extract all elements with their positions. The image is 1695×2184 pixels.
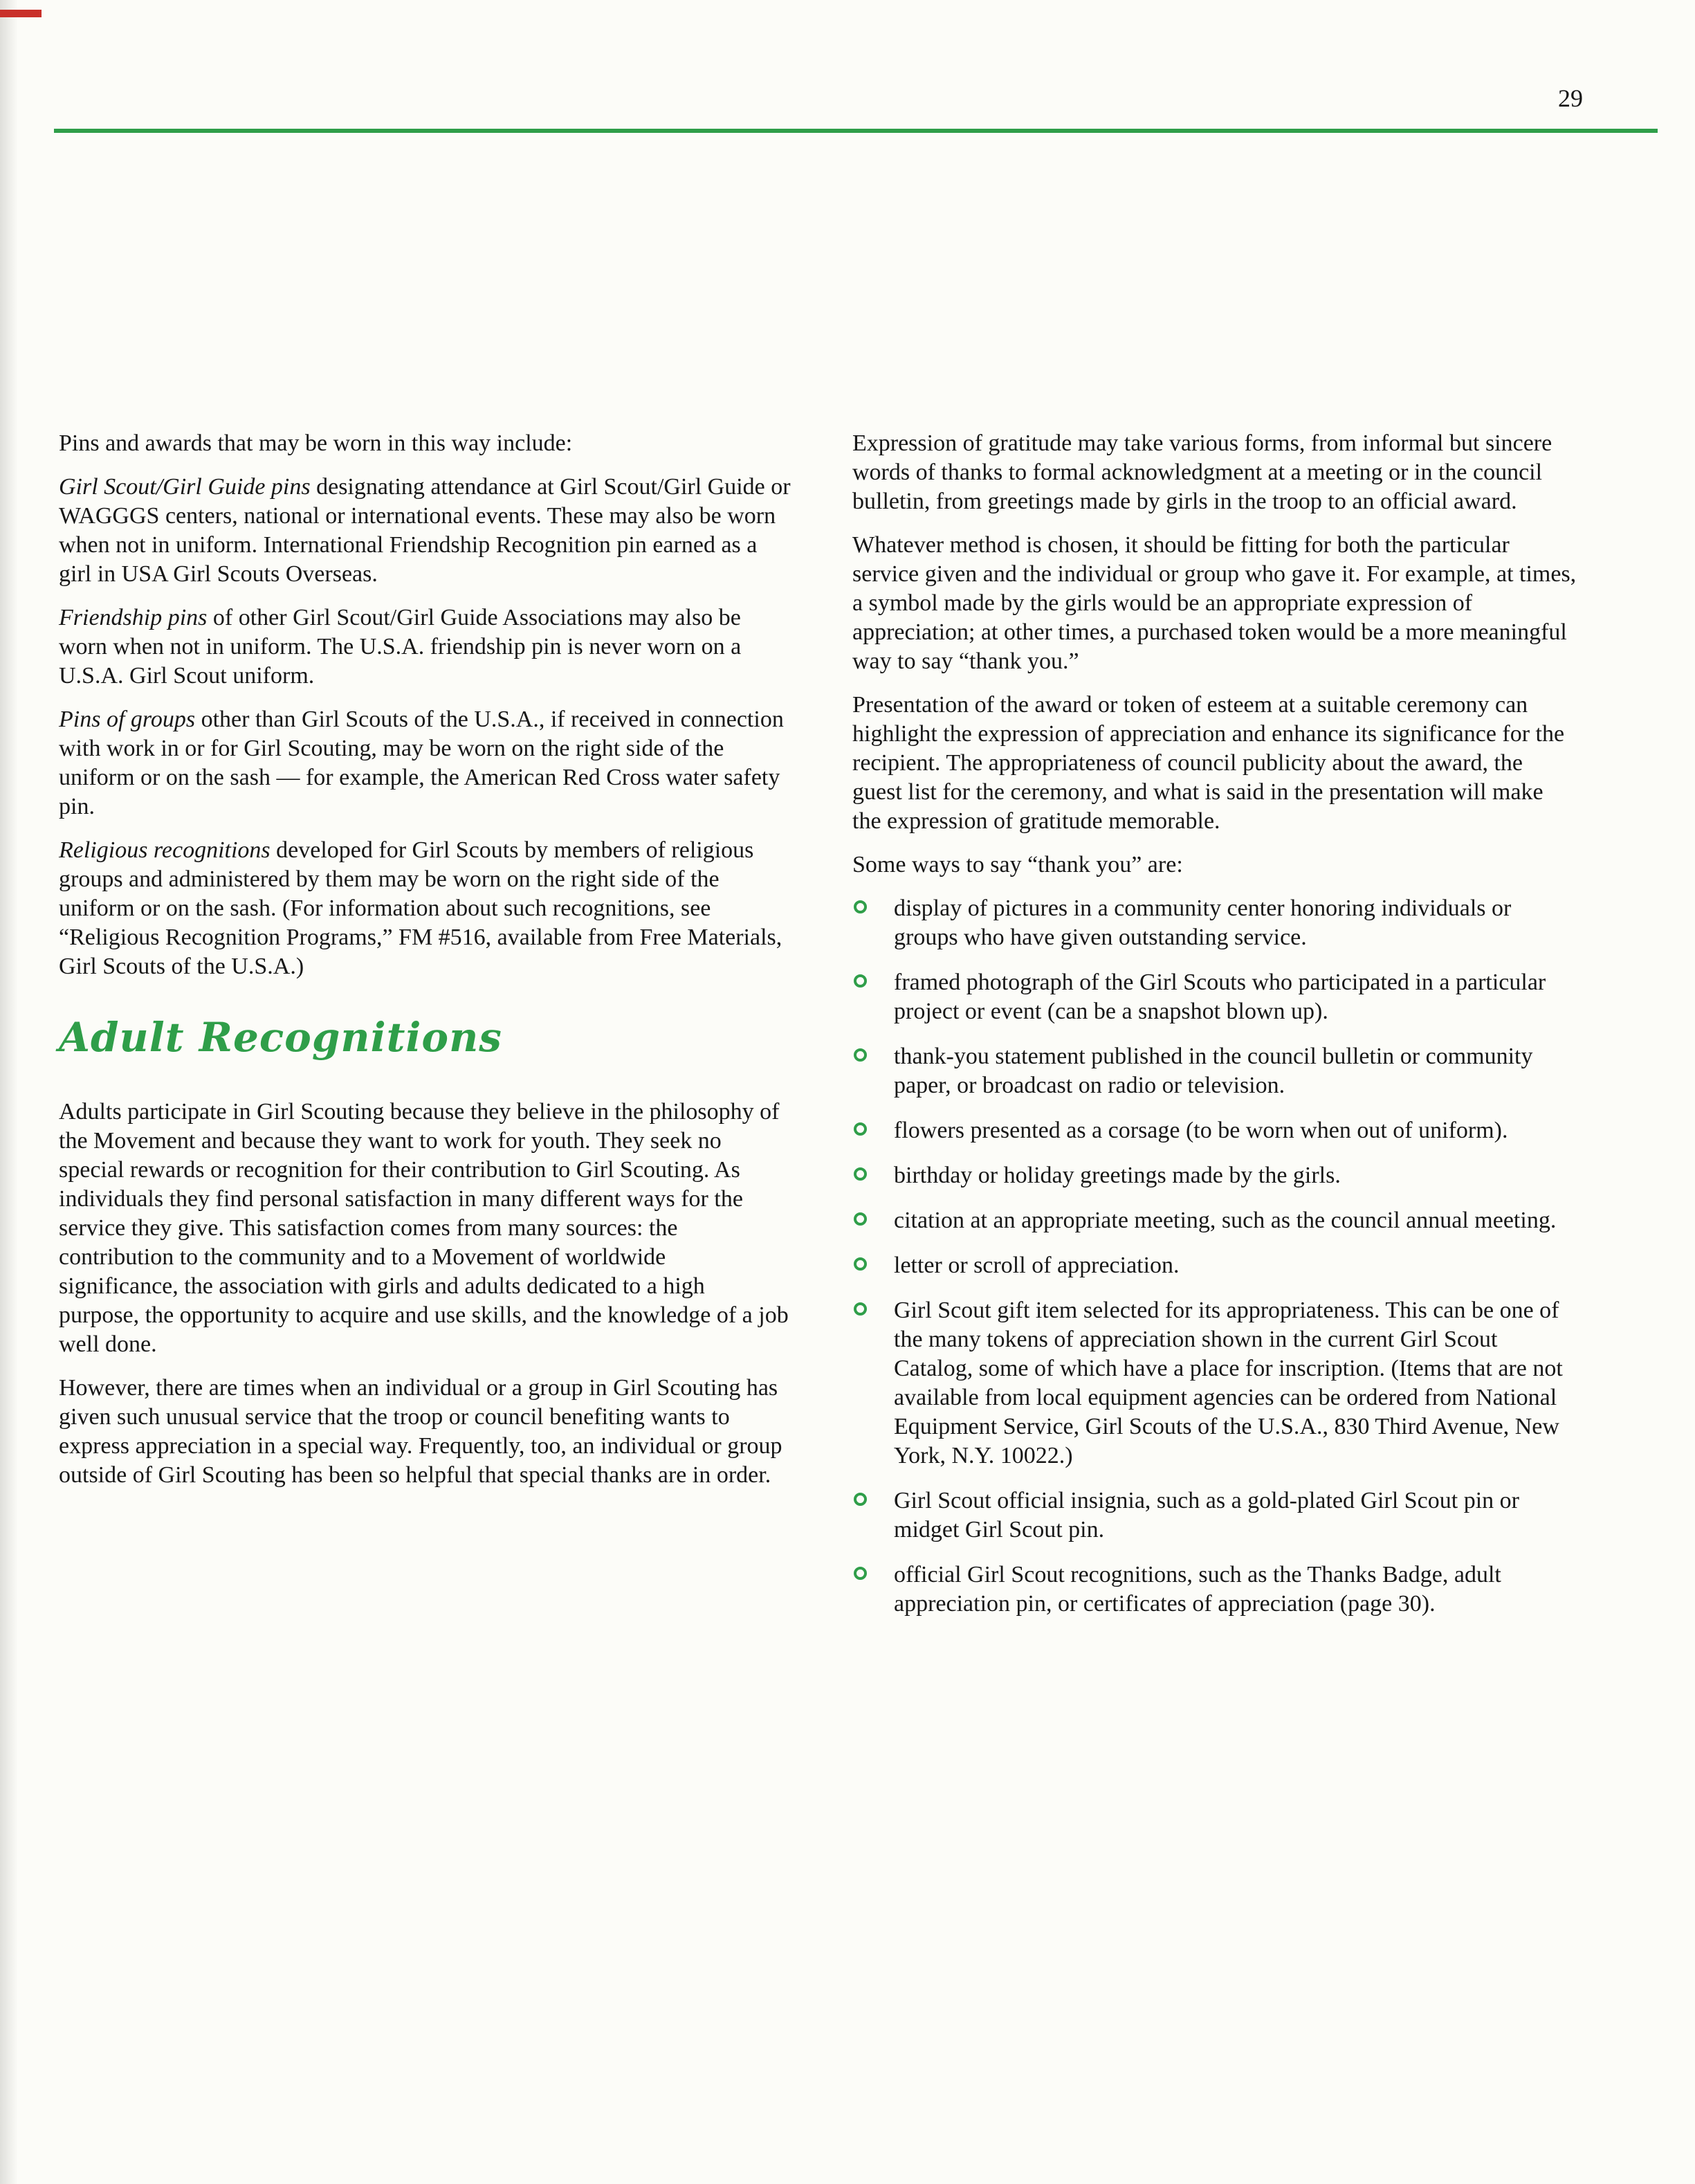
list-item (852, 1251, 1577, 1280)
circle-bullet-icon (854, 1048, 867, 1062)
paragraph-text: developed for Girl Scouts by members of religious groups and administered by them may be worn on the right side of the uniform or on the sash. (For information about such recognitions, see “Religious Recognition Programs,” FM #516, available from Free Materials, Girl Scouts of the U.S.A.) (59, 837, 782, 979)
circle-bullet-icon (854, 900, 867, 913)
scan-artifact-red-mark (0, 10, 42, 17)
list-item (852, 1486, 1577, 1545)
paragraph-however: However, there are times when an individual or a group in Girl Scouting has given such unusual service that the troop or council benefiting wants to express appreciation in a special way. Frequently, too, an individual or group outside of Girl Scouting has been so helpful that special thanks are in order. (59, 1375, 782, 1488)
scan-edge-shading (0, 0, 18, 2184)
list-item-text: framed photograph of the Girl Scouts who participated in a particular project or event (can be a snapshot blown up). (894, 970, 1546, 1024)
page-number: 29 (1558, 84, 1583, 112)
paragraph-religious-recognitions (59, 836, 791, 981)
paragraph-expression-of-gratitude: Expression of gratitude may take various forms, from informal but sincere words of thanks to formal acknowledgment at a meeting or in the council bulletin, from greetings made by girls in the troop to an official award. (852, 430, 1552, 514)
list-item (852, 1206, 1577, 1235)
list-item-text: Girl Scout official insignia, such as a gold-plated Girl Scout pin or midget Girl Scout pin. (894, 1488, 1519, 1543)
paragraph-presentation: Presentation of the award or token of esteem at a suitable ceremony can highlight the expression of appreciation and enhance its significance for the recipient. The appropriateness of council publicity about the award, the guest list for the ceremony, and what is said in the presentation will make the expression of gratitude memorable. (852, 692, 1565, 834)
circle-bullet-icon (854, 974, 867, 988)
thank-you-bullet-list (852, 894, 1577, 1619)
circle-bullet-icon (854, 1167, 867, 1181)
circle-bullet-icon (854, 1122, 867, 1136)
paragraph-lead: Religious recognitions (59, 837, 271, 863)
list-item-text: official Girl Scout recognitions, such as the Thanks Badge, adult appreciation pin, or certificates of appreciation (page 30). (894, 1562, 1501, 1617)
list-item (852, 968, 1577, 1026)
right-column (852, 429, 1577, 1635)
list-intro: Some ways to say “thank you” are: (852, 852, 1183, 877)
paragraph-lead: Pins of groups (59, 707, 196, 732)
list-item-text: birthday or holiday greetings made by the girls. (894, 1163, 1341, 1188)
list-item-text: letter or scroll of appreciation. (894, 1253, 1180, 1278)
list-item (852, 894, 1577, 952)
list-item-text: flowers presented as a corsage (to be worn when out of uniform). (894, 1118, 1508, 1143)
top-rule (54, 129, 1658, 133)
circle-bullet-icon (854, 1257, 867, 1271)
list-item-text: thank-you statement published in the council bulletin or community paper, or broadcast on radio or television. (894, 1044, 1533, 1098)
circle-bullet-icon (854, 1212, 867, 1226)
section-heading-adult-recognitions: Adult Recognitions (59, 1014, 502, 1061)
paragraph-lead: Friendship pins (59, 605, 208, 630)
paragraph-lead: Girl Scout/Girl Guide pins (59, 474, 311, 500)
list-item (852, 1116, 1577, 1145)
paragraph-girl-scout-girl-guide-pins (59, 473, 791, 589)
left-column (59, 429, 791, 1504)
list-item (852, 1161, 1577, 1190)
paragraph-text: other than Girl Scouts of the U.S.A., if received in connection with work in or for Girl Scouting, may be worn on the right side of the uniform or on the sash — for example, the American Red Cross water safety pin. (59, 707, 784, 819)
list-item (852, 1296, 1577, 1471)
paragraph-adults-participate: Adults participate in Girl Scouting because they believe in the philosophy of the Movement and because they want to work for youth. They seek no special rewards or recognition for their contribution to Girl Scouting. As individuals they find personal satisfaction in many different ways for the service they give. This satisfaction comes from many sources: the contribution to the community and to a Movement of worldwide significance, the association with girls and adults dedicated to a high purpose, the opportunity to acquire and use skills, and the knowledge of a job well done. (59, 1099, 789, 1357)
circle-bullet-icon (854, 1302, 867, 1316)
list-item (852, 1560, 1577, 1619)
list-item-text: citation at an appropriate meeting, such as the council annual meeting. (894, 1208, 1557, 1233)
paragraph-text: designating attendance at Girl Scout/Girl Guide or WAGGGS centers, national or international events. These may also be worn when not in uniform. International Friendship Recognition pin earned as a girl in USA Girl Scouts Overseas. (59, 474, 791, 587)
list-item-text: display of pictures in a community center honoring individuals or groups who have given outstanding service. (894, 895, 1512, 950)
paragraph-text: of other Girl Scout/Girl Guide Associations may also be worn when not in uniform. The U.S.A. friendship pin is never worn on a U.S.A. Girl Scout uniform. (59, 605, 742, 689)
circle-bullet-icon (854, 1493, 867, 1506)
intro-paragraph: Pins and awards that may be worn in this way include: (59, 430, 573, 456)
circle-bullet-icon (854, 1567, 867, 1580)
list-item-text: Girl Scout gift item selected for its appropriateness. This can be one of the many tokens of appreciation shown in the current Girl Scout Catalog, some of which have a place for inscription. (Items that are not available from local equipment agencies can be ordered from National Equipment Service, Girl Scouts of the U.S.A., 830 Third Avenue, New York, N.Y. 10022.) (894, 1298, 1563, 1468)
list-item (852, 1042, 1577, 1100)
paragraph-friendship-pins (59, 603, 791, 691)
paragraph-whatever-method: Whatever method is chosen, it should be fitting for both the particular service given and the individual or group who gave it. For example, at times, a symbol made by the girls would be an appropriate expression of appreciation; at other times, a purchased token would be a more meaningful way to say “thank you.” (852, 532, 1577, 674)
paragraph-pins-of-groups (59, 705, 791, 821)
